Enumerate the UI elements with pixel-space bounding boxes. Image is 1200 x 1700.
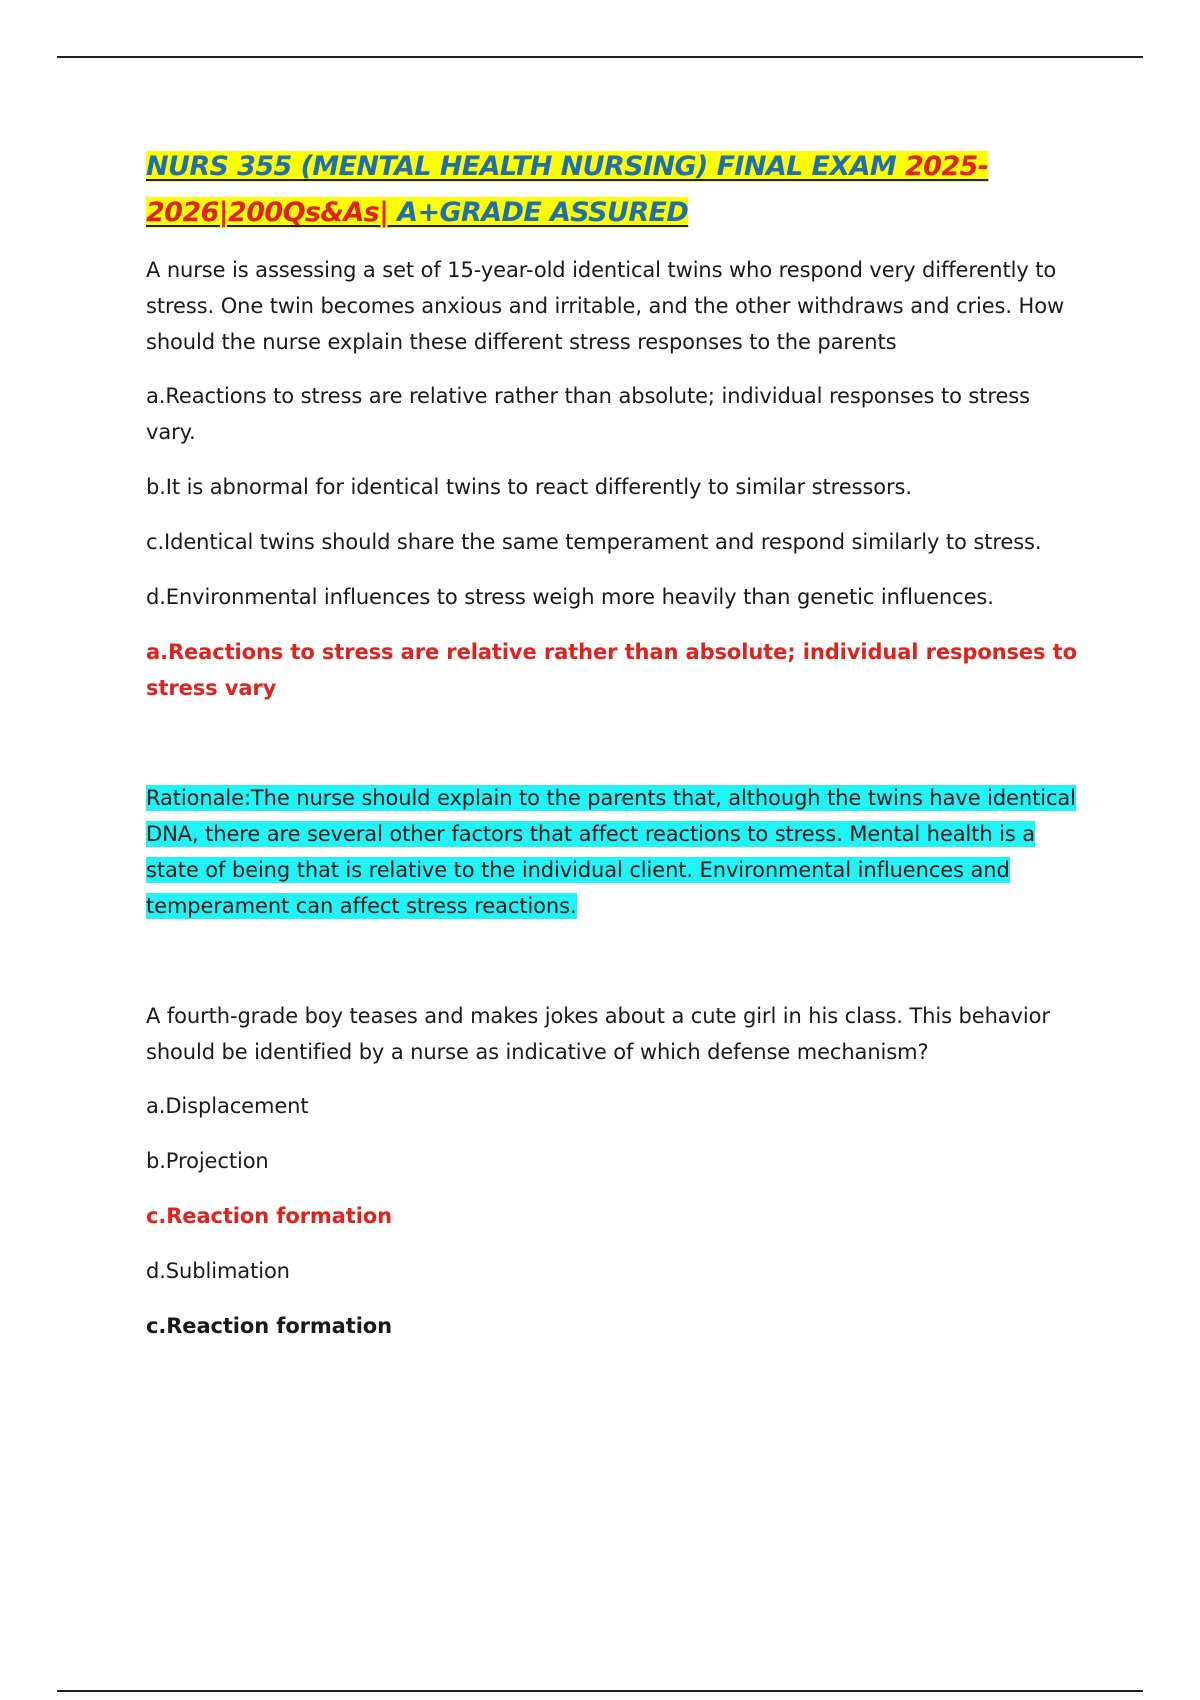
question-2-option-d: d.Sublimation [146,1259,290,1283]
question-2-answer: c.Reaction formation [146,1314,392,1338]
question-2-option-c: c.Reaction formation [146,1204,392,1228]
question-1-answer: a.Reactions to stress are relative rather than absolute; individual responses to stress vary [146,640,1077,700]
title-course: NURS 355 (MENTAL HEALTH NURSING) FINAL EXAM [146,151,905,182]
document-body [146,144,1086,1344]
question-2-option-b: b.Projection [146,1149,269,1173]
question-1-option-c: c.Identical twins should share the same temperament and respond similarly to stress. [146,530,1042,554]
question-1-option-d: d.Environmental influences to stress weigh more heavily than genetic influences. [146,585,994,609]
question-1-option-b: b.It is abnormal for identical twins to react differently to similar stressors. [146,475,912,499]
header-rule [57,56,1143,58]
question-2-stem: A fourth-grade boy teases and makes jokes about a cute girl in his class. This behavior should be identified by a nurse as indicative of which defense mechanism? [146,1004,1050,1064]
question-1-option-a: a.Reactions to stress are relative rather than absolute; individual responses to stress vary. [146,384,1030,444]
question-1-rationale-block [146,780,1086,924]
question-1-stem: A nurse is assessing a set of 15-year-old identical twins who respond very differently to stress. One twin becomes anxious and irritable, and the other withdraws and cries. How should the nurse explain these different stress responses to the parents [146,258,1065,354]
question-1-rationale: Rationale:The nurse should explain to the parents that, although the twins have identical DNA, there are several other factors that affect reactions to stress. Mental health is a state of being that is relative to the individual client. Environmental influences and temperament can affect stress reactions. [146,786,1076,918]
document-title [146,144,1086,236]
question-2-option-a: a.Displacement [146,1094,309,1118]
title-year-count: 2025-2026|200Qs&As| [146,151,989,228]
title-highlight [146,151,988,228]
title-grade: A+GRADE ASSURED [388,197,689,228]
footer-rule [57,1690,1143,1692]
